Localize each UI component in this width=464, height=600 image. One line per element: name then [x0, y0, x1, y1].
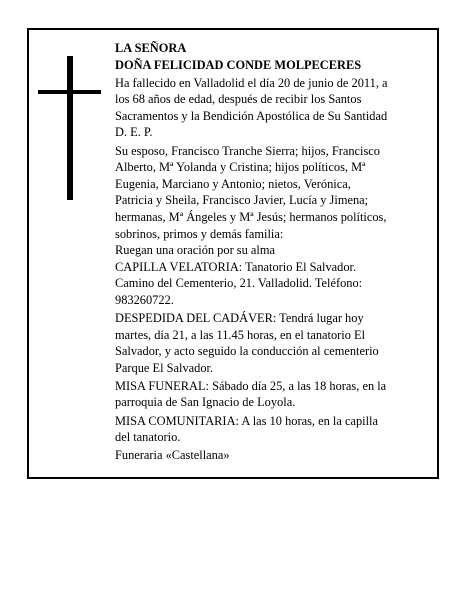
text-line: Ruegan una oración por su alma — [115, 243, 275, 258]
deceased-name: DOÑA FELICIDAD CONDE MOLPECERES — [115, 57, 362, 72]
text-line: Funeraria «Castellana» — [115, 448, 230, 463]
text-line: sobrinos, primos y demás familia: — [115, 226, 284, 241]
text-line: parroquia de San Ignacio de Loyola. — [115, 395, 296, 410]
text-line: Patricia y Sheila, Francisco Javier, Lucía y Jimena; — [115, 193, 369, 208]
obituary-text — [115, 40, 420, 464]
text-line: Salvador, y acto seguido la conducción al cementerio — [115, 344, 379, 359]
community-mass-paragraph — [115, 413, 420, 446]
farewell-paragraph — [115, 310, 420, 376]
text-line: martes, día 21, a las 11.45 horas, en el tanatorio El — [115, 327, 366, 342]
death-paragraph — [115, 75, 420, 141]
family-paragraph — [115, 143, 420, 243]
text-line: Alberto, Mª Yolanda y Cristina; hijos políticos, Mª — [115, 160, 366, 175]
text-line: DESPEDIDA DEL CADÁVER: Tendrá lugar hoy — [115, 311, 364, 325]
prayer-paragraph — [115, 242, 420, 259]
text-line: 983260722. — [115, 292, 174, 307]
text-line: los 68 años de edad, después de recibir los Santos — [115, 92, 362, 107]
text-line: Parque El Salvador. — [115, 360, 214, 375]
text-line: Eugenia, Marciano y Antonio; nietos, Verónica, — [115, 176, 351, 191]
text-line: del tanatorio. — [115, 430, 181, 445]
text-line: Camino del Cementerio, 21. Valladolid. Teléfono: — [115, 276, 363, 291]
funeral-home-paragraph — [115, 447, 420, 464]
text-line: CAPILLA VELATORIA: Tanatorio El Salvador. — [115, 259, 357, 274]
text-line: Ha fallecido en Valladolid el día 20 de junio de 2011, a — [115, 75, 388, 90]
text-line: Su esposo, Francisco Tranche Sierra; hijos, Francisco — [115, 143, 380, 158]
wake-paragraph — [115, 259, 420, 309]
text-line: D. E. P. — [115, 125, 153, 140]
text-line: Sacramentos y la Bendición Apostólica de Su Santidad — [115, 108, 388, 123]
funeral-mass-paragraph — [115, 378, 420, 411]
cross-icon — [67, 56, 73, 200]
obituary-title: LA SEÑORA — [115, 41, 187, 55]
text-line: hermanas, Mª Ángeles y Mª Jesús; hermanos políticos, — [115, 209, 387, 224]
cross-icon-bar — [38, 90, 101, 94]
text-line: MISA FUNERAL: Sábado día 25, a las 18 horas, en la — [115, 378, 387, 393]
text-line: MISA COMUNITARIA: A las 10 horas, en la capilla — [115, 413, 378, 428]
obituary-notice — [27, 28, 439, 479]
